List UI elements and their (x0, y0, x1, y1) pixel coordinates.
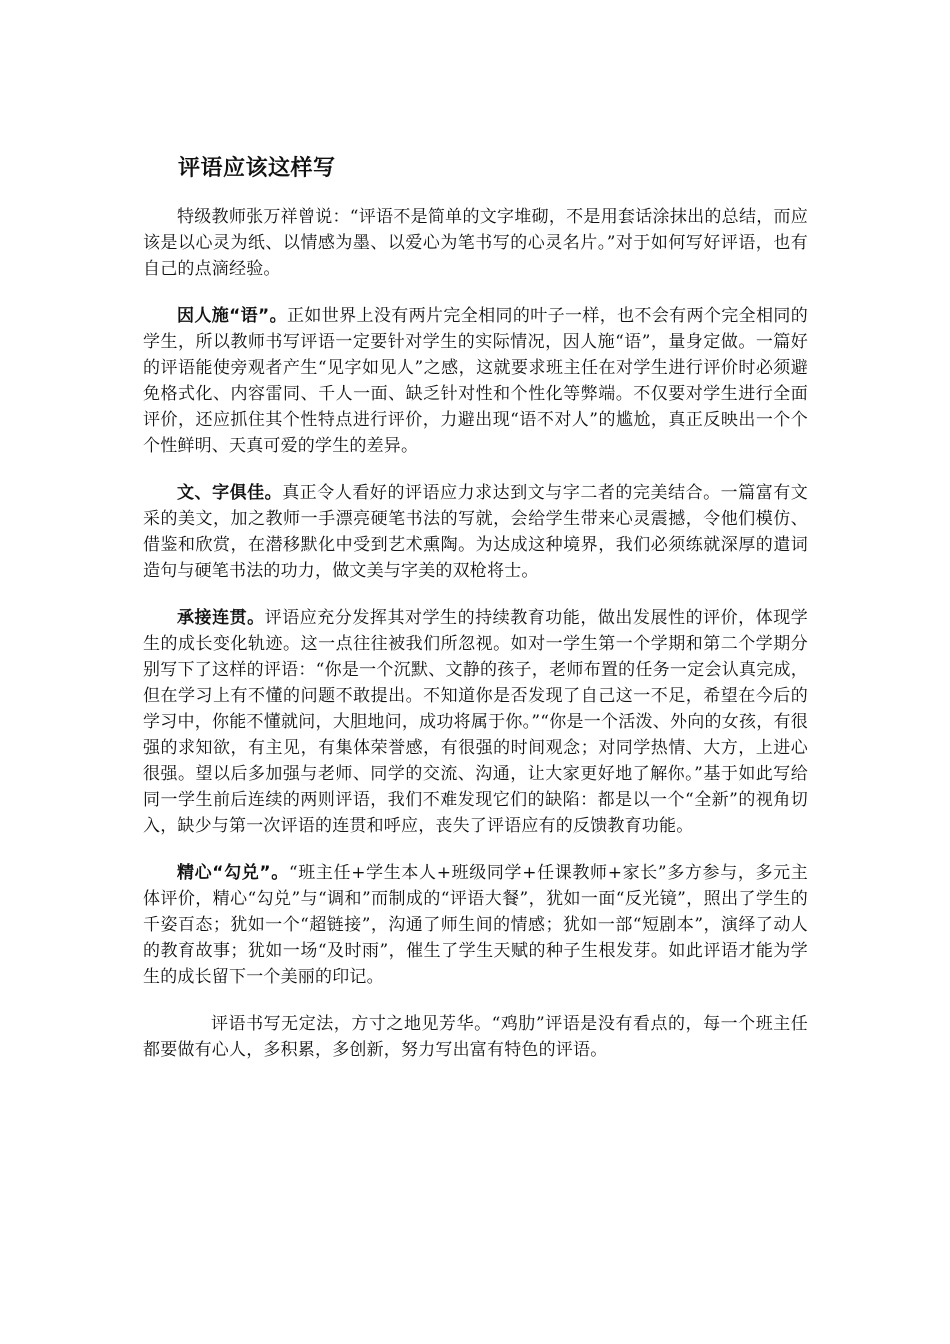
paragraph-text: 评语书写无定法，方寸之地见芳华。“鸡肋”评语是没有看点的，每一个班主任都要做有心人，多积累，多创新，努力写出富有特色的评语。 (143, 1014, 808, 1060)
section-paragraph-blending (143, 860, 808, 990)
section-heading: 精心“勾兑”。 (177, 863, 289, 883)
intro-paragraph (143, 204, 808, 282)
section-paragraph-writing-quality (143, 480, 808, 584)
paragraph-text: 正如世界上没有两片完全相同的叶子一样，也不会有两个完全相同的学生，所以教师书写评语一定要针对学生的实际情况，因人施“语”，量身定做。一篇好的评语能使旁观者产生“见字如见人”之感，这就要求班主任在对学生进行评价时必须避免格式化、内容雷同、千人一面、缺乏针对性和个性化等弊端。不仅要对学生进行全面评价，还应抓住其个性特点进行评价，力避出现“语不对人”的尴尬，真正反映出一个个个性鲜明、天真可爱的学生的差异。 (143, 306, 809, 456)
section-heading: 文、字俱佳。 (177, 483, 283, 503)
section-paragraph-individualized (143, 303, 808, 459)
section-heading: 承接连贯。 (177, 608, 265, 628)
paragraph-text: “班主任+学生本人+班级同学+任课教师+家长”多方参与，多元主体评价，精心“勾兑”与“调和”而制成的“评语大餐”，犹如一面“反光镜”，照出了学生的千姿百态；犹如一个“超链接”，沟通了师生间的情感；犹如一部“短剧本”，演绎了动人的教育故事；犹如一场“及时雨”，催生了学生天赋的种子生根发芽。如此评语才能为学生的成长留下一个美丽的印记。 (143, 863, 808, 987)
document-title: 评语应该这样写 (178, 156, 336, 181)
paragraph-text: 评语应充分发挥其对学生的持续教育功能，做出发展性的评价，体现学生的成长变化轨迹。这一点往往被我们所忽视。如对一学生第一个学期和第二个学期分别写下了这样的评语：“你是一个沉默、文静的孩子，老师布置的任务一定会认真完成，但在学习上有不懂的问题不敢提出。不知道你是否发现了自己这一不足，希望在今后的学习中，你能不懂就问，大胆地问，成功将属于你。”“你是一个活泼、外向的女孩，有很强的求知欲，有主见，有集体荣誉感，有很强的时间观念；对同学热情、大方，上进心很强。望以后多加强与老师、同学的交流、沟通，让大家更好地了解你。”基于如此写给同一学生前后连续的两则评语，我们不难发现它们的缺陷：都是以一个“全新”的视角切入，缺少与第一次评语的连贯和呼应，丧失了评语应有的反馈教育功能。 (143, 608, 808, 836)
section-paragraph-continuity (143, 605, 808, 839)
section-heading: 因人施“语”。 (177, 306, 287, 326)
document-body (143, 204, 808, 1084)
paragraph-text: 特级教师张万祥曾说：“评语不是简单的文字堆砌，不是用套话涂抹出的总结，而应该是以心灵为纸、以情感为墨、以爱心为笔书写的心灵名片。”对于如何写好评语，也有自己的点滴经验。 (143, 207, 808, 279)
closing-paragraph (143, 1011, 808, 1063)
paragraph-text: 真正令人看好的评语应力求达到文与字二者的完美结合。一篇富有文采的美文，加之教师一手漂亮硬笔书法的写就，会给学生带来心灵震撼，令他们模仿、借鉴和欣赏，在潜移默化中受到艺术熏陶。为达成这种境界，我们必须练就深厚的遣词造句与硬笔书法的功力，做文美与字美的双枪将士。 (143, 483, 809, 581)
